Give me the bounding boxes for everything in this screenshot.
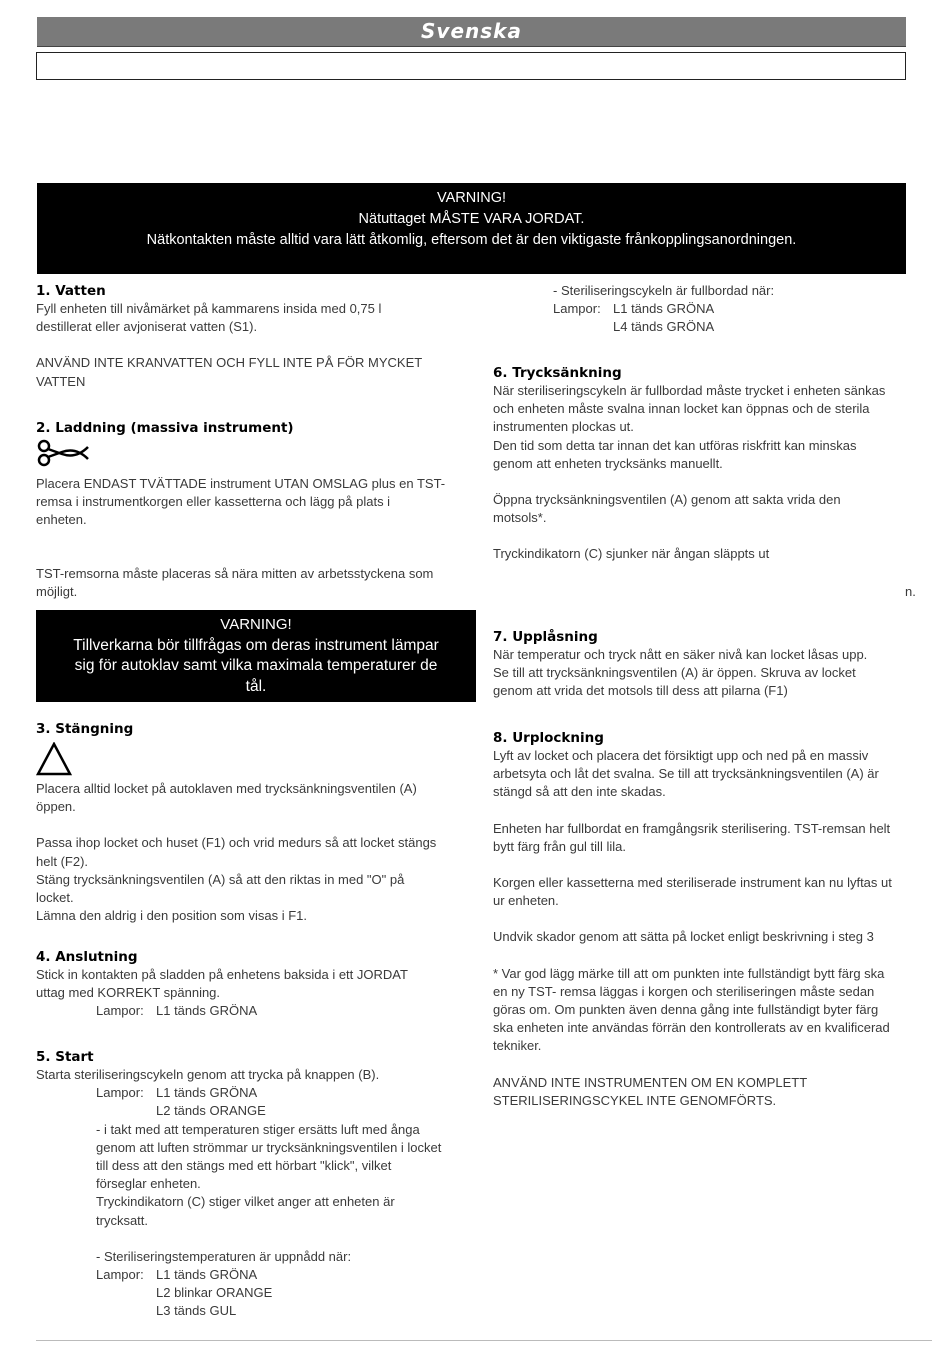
paragraph-line: Lyft av locket och placera det försiktigt upp och ned på en massiv <box>493 748 869 763</box>
lamp-row <box>36 1002 476 1020</box>
paragraph-line: en ny TST- remsa läggas i korgen och steriliseringen måste sedan <box>493 983 875 999</box>
paragraph-line: instrumenten plockas ut. <box>493 419 634 435</box>
lamps-label: Lampor: <box>96 1085 144 1101</box>
lamp-row <box>36 1266 476 1284</box>
paragraph-line: Lämna den aldrig i den position som visas i F1. <box>36 908 307 924</box>
section-unlock <box>493 628 933 701</box>
warning-line: Nätkontakten måste alltid vara lätt åtkomlig, eftersom det är den viktigaste frånkopplingsanordningen. <box>146 232 797 248</box>
paragraph-line: trycksatt. <box>96 1212 149 1228</box>
stray-text: n. <box>905 584 916 599</box>
section-depressurize <box>493 364 933 564</box>
paragraph-line: Stäng trycksänkningsventilen (A) så att den riktas in med "O" på <box>36 871 405 887</box>
section-heading: 6. Trycksänkning <box>493 365 622 381</box>
warning-title: VARNING! <box>436 190 507 206</box>
paragraph-line: - i takt med att temperaturen stiger ersätts luft med ånga <box>96 1121 420 1137</box>
warning-triangle-icon <box>36 742 72 776</box>
lamp-row <box>553 318 923 336</box>
warning-title: VARNING! <box>220 616 292 633</box>
section-closing <box>36 720 476 925</box>
section-water <box>36 282 476 391</box>
paragraph-line: Enheten har fullbordat en framgångsrik sterilisering. TST-remsan helt <box>493 820 891 836</box>
lamps-label: Lampor: <box>553 301 601 317</box>
lamp-status: L1 tänds GRÖNA <box>156 1003 258 1019</box>
paragraph-line: Tryckindikatorn (C) stiger vilket anger att enheten är <box>96 1194 395 1210</box>
paragraph-line: enheten. <box>36 512 87 528</box>
section-loading <box>36 419 476 530</box>
lamp-status: L4 tänds GRÖNA <box>613 319 715 335</box>
paragraph-line: Passa ihop locket och huset (F1) och vrid medurs så att locket stängs <box>36 835 437 851</box>
lamp-status: L1 tänds GRÖNA <box>613 301 715 317</box>
paragraph-line: locket. <box>36 890 74 906</box>
page-title: Svenska <box>37 17 906 46</box>
section-heading: 5. Start <box>36 1049 94 1065</box>
paragraph-line: När steriliseringscykeln är fullbordad måste trycket i enheten sänkas <box>493 383 886 398</box>
paragraph-line: Starta steriliseringscykeln genom att trycka på knappen (B). <box>36 1067 380 1082</box>
warning-line: tål. <box>245 677 267 695</box>
warning-box-mid <box>36 610 476 702</box>
paragraph-line: genom att enheten trycksänks manuellt. <box>493 455 723 471</box>
section-heading: 7. Upplåsning <box>493 629 598 645</box>
section-unloading <box>493 729 933 1110</box>
paragraph-line: Placera ENDAST TVÄTTADE instrument UTAN OMSLAG plus en TST- <box>36 476 446 491</box>
paragraph-line: öppen. <box>36 799 76 815</box>
paragraph-line: uttag med KORREKT spänning. <box>36 985 221 1001</box>
section-heading: 4. Anslutning <box>36 949 138 965</box>
lamp-status: L1 tänds GRÖNA <box>156 1085 258 1101</box>
lamp-status: L2 tänds ORANGE <box>156 1103 266 1119</box>
paragraph-line: Den tid som detta tar innan det kan utföras riskfritt kan minskas <box>493 437 857 453</box>
scissors-icon <box>36 439 92 467</box>
paragraph-line: - Steriliseringstemperaturen är uppnådd när: <box>96 1248 352 1264</box>
lamp-row <box>553 300 923 318</box>
warning-box-top <box>37 183 906 274</box>
lamp-status: L1 tänds GRÖNA <box>156 1267 258 1283</box>
paragraph-line: ANVÄND INTE KRANVATTEN OCH FYLL INTE PÅ FÖR MYCKET <box>36 355 423 371</box>
paragraph-line: destillerat eller avjoniserat vatten (S1). <box>36 319 258 335</box>
paragraph-line: ANVÄND INTE INSTRUMENTEN OM EN KOMPLETT <box>493 1074 808 1090</box>
lamps-label: Lampor: <box>96 1003 144 1019</box>
paragraph-line: - Steriliseringscykeln är fullbordad när: <box>553 283 775 298</box>
section-heading: 1. Vatten <box>36 283 106 299</box>
paragraph-line: ur enheten. <box>493 893 559 909</box>
lamp-row <box>36 1102 476 1120</box>
lamp-row <box>36 1302 476 1320</box>
lamps-label: Lampor: <box>96 1267 144 1283</box>
paragraph-line: genom att luften strömmar ur trycksänkningsventilen i locket <box>96 1139 442 1155</box>
paragraph-line: TST-remsorna måste placeras så nära mitten av arbetsstyckena som <box>36 566 434 581</box>
section-start-continued <box>553 282 923 337</box>
paragraph-line: helt (F2). <box>36 853 89 869</box>
paragraph-line: göras om. Om punkten även denna gång inte fullständigt byter färg <box>493 1002 879 1018</box>
paragraph-line: remsa i instrumentkorgen eller kassetterna och lägg på plats i <box>36 494 391 510</box>
paragraph-line: STERILISERINGSCYKEL INTE GENOMFÖRTS. <box>493 1092 777 1108</box>
paragraph-line: Undvik skador genom att sätta på locket enligt beskrivning i steg 3 <box>493 929 874 945</box>
paragraph-line: arbetsyta och låt det svalna. Se till att trycksänkningsventilen (A) är <box>493 766 879 782</box>
warning-line: Tillverkarna bör tillfrågas om deras instrument lämpar <box>73 636 439 654</box>
paragraph-line: Tryckindikatorn (C) sjunker när ångan släppts ut <box>493 546 770 562</box>
empty-frame <box>36 52 906 80</box>
section-connection <box>36 948 476 1021</box>
paragraph-line: När temperatur och tryck nått en säker nivå kan locket låsas upp. <box>493 647 868 662</box>
paragraph-line: Korgen eller kassetterna med steriliserade instrument kan nu lyftas ut <box>493 875 892 891</box>
section-loading-note <box>36 565 476 601</box>
lamp-row <box>36 1284 476 1302</box>
paragraph-line: Se till att trycksänkningsventilen (A) är öppen. Skruva av locket <box>493 665 856 681</box>
paragraph-line: till dess att den stängs med ett hörbart "klick", vilket <box>96 1158 392 1174</box>
paragraph-line: tekniker. <box>493 1038 542 1054</box>
lamp-status: L3 tänds GUL <box>156 1303 237 1319</box>
paragraph-line: Fyll enheten till nivåmärket på kammarens insida med 0,75 l <box>36 301 382 316</box>
paragraph-line: genom att vrida det motsols till dess att pilarna (F1) <box>493 683 788 699</box>
paragraph-line: Placera alltid locket på autoklaven med trycksänkningsventilen (A) <box>36 781 417 796</box>
section-heading: 3. Stängning <box>36 721 134 737</box>
lamp-status: L2 blinkar ORANGE <box>156 1285 273 1301</box>
lamp-row <box>36 1084 476 1102</box>
section-heading: 8. Urplockning <box>493 730 604 746</box>
paragraph-line: Stick in kontakten på sladden på enhetens baksida i ett JORDAT <box>36 967 408 982</box>
paragraph-line: VATTEN <box>36 373 86 389</box>
footer-divider <box>36 1340 932 1341</box>
paragraph-line: förseglar enheten. <box>96 1176 201 1192</box>
paragraph-line: motsols*. <box>493 510 547 526</box>
paragraph-line: Öppna trycksänkningsventilen (A) genom att sakta vrida den <box>493 492 841 508</box>
section-start <box>36 1048 476 1321</box>
warning-line: sig för autoklav samt vilka maximala temperaturer de <box>74 657 438 674</box>
paragraph-line: stängd så att den inte skadas. <box>493 784 666 800</box>
paragraph-line: och enheten måste svalna innan locket kan öppnas och de sterila <box>493 401 870 417</box>
paragraph-line: möjligt. <box>36 584 78 600</box>
warning-line: Nätuttaget MÅSTE VARA JORDAT. <box>358 211 585 227</box>
paragraph-line: * Var god lägg märke till att om punkten inte fullständigt bytt färg ska <box>493 965 885 981</box>
section-heading: 2. Laddning (massiva instrument) <box>36 420 294 436</box>
paragraph-line: bytt färg från gul till lila. <box>493 838 626 854</box>
paragraph-line: ska enheten inte användas förrän den kontrollerats av en kvalificerad <box>493 1020 890 1036</box>
